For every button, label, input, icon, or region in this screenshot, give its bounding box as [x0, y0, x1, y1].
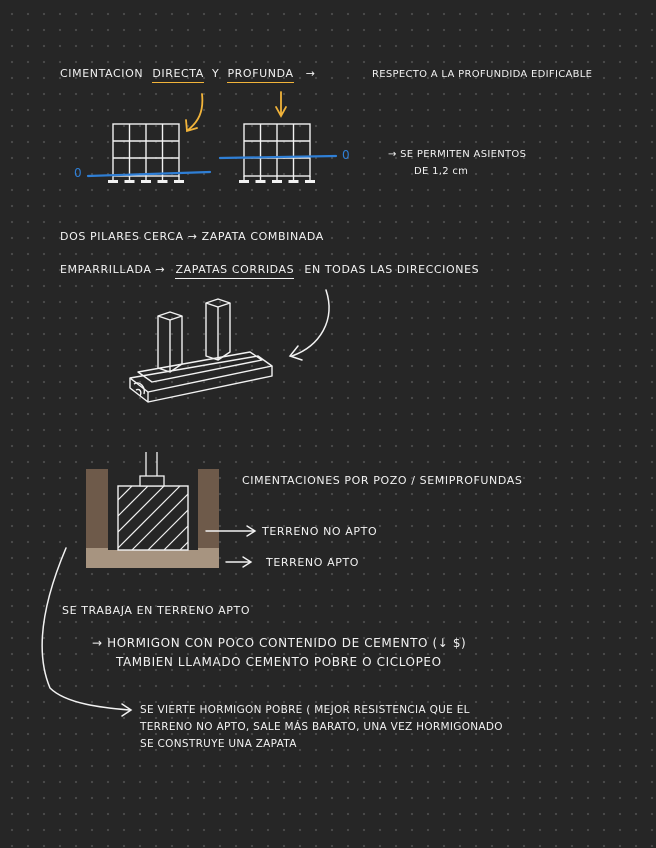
note-asientos-line1: → SE PERMITEN ASIENTOS: [388, 149, 527, 160]
pit-foundation: [86, 452, 219, 568]
zero-label-left: 0: [74, 166, 83, 180]
label-terreno-no-apto: TERRENO NO APTO: [262, 525, 378, 538]
concrete-fill: [118, 486, 188, 550]
zero-label-right: 0: [342, 148, 351, 162]
word-cimentacion: CIMENTACION: [60, 67, 144, 80]
vierte-line3: SE CONSTRUYE UNA ZAPATA: [140, 738, 297, 750]
long-curve-arrow: [42, 548, 130, 710]
footings-deep: [239, 180, 315, 183]
emparrillada-suffix: EN TODAS LAS DIRECCIONES: [304, 263, 480, 276]
word-profunda: PROFUNDA: [227, 67, 293, 83]
line-se-trabaja: SE TRABAJA EN TERRENO APTO: [62, 604, 251, 617]
vierte-line1: SE VIERTE HORMIGON POBRE ( MEJOR RESISTENCIA QUE EL: [140, 704, 470, 716]
soil-layer-lower: [86, 548, 219, 568]
building-deep: [244, 124, 310, 181]
orange-arrow-left: [188, 94, 202, 130]
vierte-line2: TERRENO NO APTO, SALE MÁS BARATO, UNA VEZ HORMIGONADO: [140, 721, 503, 733]
hormigon-line2: TAMBIEN LLAMADO CEMENTO POBRE O CICLOPEO: [116, 655, 442, 669]
emparrillada-prefix: EMPARRILLADA →: [60, 263, 166, 276]
line-emparrillada: [60, 263, 479, 276]
pozo-title: CIMENTACIONES POR POZO / SEMIPROFUNDAS: [242, 474, 523, 487]
strip-footing-sketch: [130, 299, 272, 402]
zapatas-corridas: ZAPATAS CORRIDAS: [175, 263, 294, 279]
word-y: Y: [212, 67, 220, 80]
footing-cap: [140, 476, 164, 486]
hormigon-line1: → HORMIGON CON POCO CONTENIDO DE CEMENTO (↓ $): [92, 636, 467, 650]
word-directa: DIRECTA: [152, 67, 204, 83]
label-terreno-apto: TERRENO APTO: [266, 556, 360, 569]
line-pilares: DOS PILARES CERCA → ZAPATA COMBINADA: [60, 230, 324, 243]
arrow-right: →: [305, 67, 316, 80]
footings-direct: [108, 180, 184, 183]
note-asientos-line2: DE 1,2 cm: [414, 166, 469, 177]
ground-line-right: [220, 156, 336, 158]
note-profundidad: RESPECTO A LA PROFUNDIDA EDIFICABLE: [372, 69, 593, 80]
